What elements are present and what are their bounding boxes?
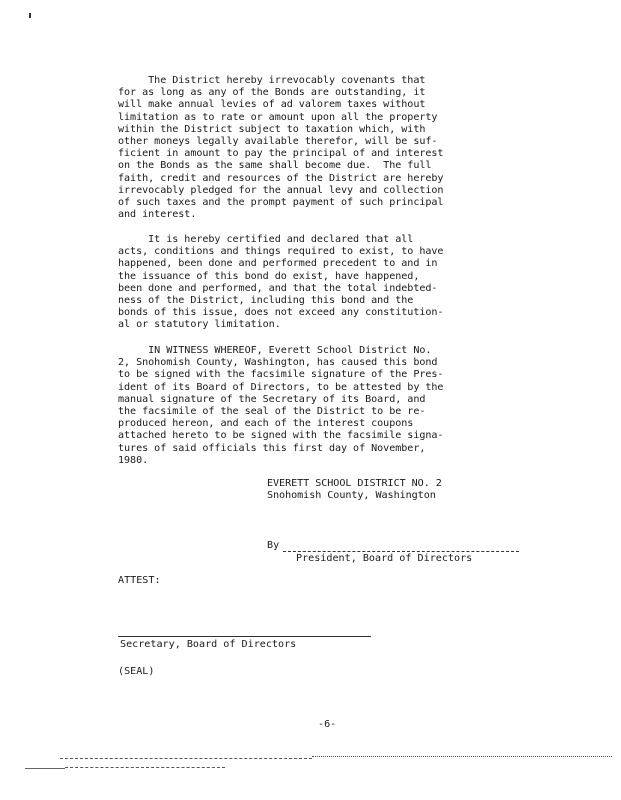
- text-line: ident of its Board of Directors, to be attested by the: [118, 381, 444, 393]
- paragraph-certification: [118, 234, 443, 332]
- scan-corner-mark: [29, 13, 31, 18]
- scan-artifact-line: [25, 768, 65, 769]
- text-line: faith, credit and resources of the District are hereby: [118, 172, 444, 184]
- text-line: within the District subject to taxation which, with: [118, 123, 426, 135]
- text-line: the facsimile of the seal of the District to be re-: [118, 405, 426, 417]
- text-line: and interest.: [118, 209, 197, 221]
- district-name-block: [267, 478, 442, 502]
- by-label: By: [267, 540, 280, 551]
- text-line: IN WITNESS WHEREOF, Everett School District No.: [118, 345, 432, 356]
- paragraph-tax-covenant: [118, 75, 443, 221]
- text-line: produced hereon, and each of the interest coupons: [118, 418, 414, 430]
- district-county: Snohomish County, Washington: [267, 490, 436, 502]
- president-caption: President, Board of Directors: [296, 553, 473, 564]
- text-line: attached hereto to be signed with the facsimile signa-: [118, 430, 444, 442]
- text-line: bonds of this issue, does not exceed any constitution-: [118, 307, 444, 319]
- seal-label: (SEAL): [118, 666, 155, 677]
- text-line: other moneys legally available therefor, will be suf-: [118, 135, 438, 147]
- scan-artifact-line: [312, 756, 612, 757]
- secretary-signature-line: [118, 636, 371, 637]
- page-number: -6-: [318, 719, 337, 730]
- text-line: tures of said officials this first day of November,: [118, 442, 426, 454]
- text-line: acts, conditions and things required to exist, to have: [118, 246, 444, 258]
- text-line: ficient in amount to pay the principal of and interest: [118, 148, 444, 160]
- text-line: for as long as any of the Bonds are outstanding, it: [118, 87, 426, 99]
- president-signature-line: [283, 551, 519, 552]
- text-line: 1980.: [118, 454, 149, 466]
- text-line: limitation as to rate or amount upon all the property: [118, 111, 438, 123]
- text-line: of such taxes and the prompt payment of such principal: [118, 196, 444, 208]
- district-name: EVERETT SCHOOL DISTRICT NO. 2: [267, 478, 442, 489]
- text-line: to be signed with the facsimile signature of the Pres-: [118, 369, 444, 381]
- scan-artifact-line: [60, 758, 312, 759]
- scan-artifact-line: [65, 767, 225, 768]
- text-line: the issuance of this bond do exist, have happened,: [118, 270, 420, 282]
- paragraph-in-witness: [118, 345, 443, 467]
- text-line: will make annual levies of ad valorem taxes without: [118, 99, 426, 111]
- attest-label: ATTEST:: [118, 575, 161, 586]
- text-line: manual signature of the Secretary of its Board, and: [118, 393, 426, 405]
- text-line: ness of the District, including this bond and the: [118, 294, 414, 306]
- text-line: It is hereby certified and declared that all: [118, 234, 414, 245]
- text-line: been done and performed, and that the total indebted-: [118, 282, 438, 294]
- text-line: al or statutory limitation.: [118, 319, 281, 331]
- text-line: 2, Snohomish County, Washington, has caused this bond: [118, 357, 438, 369]
- text-line: irrevocably pledged for the annual levy and collection: [118, 184, 444, 196]
- text-line: on the Bonds as the same shall become due. The full: [118, 160, 432, 172]
- text-line: happened, been done and performed precedent to and in: [118, 258, 438, 270]
- text-line: The District hereby irrevocably covenants that: [118, 75, 426, 86]
- secretary-caption: Secretary, Board of Directors: [120, 639, 297, 650]
